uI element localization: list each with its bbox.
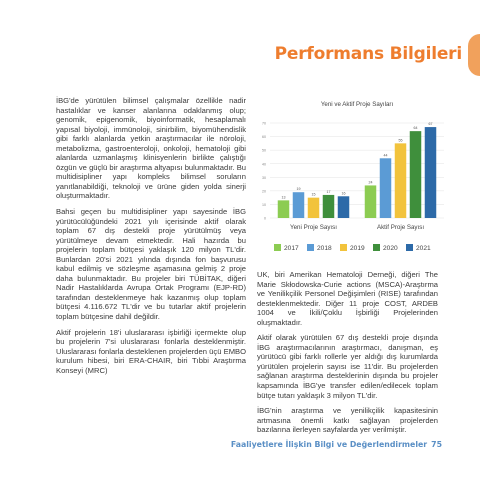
bar-2018 <box>380 158 392 218</box>
y-tick-label: 50 <box>262 148 266 153</box>
chart-svg <box>252 96 448 266</box>
left-paragraph-3: Aktif projelerin 18'i uluslararası işbirliği içermekte olup bu projelerin 7'si uluslararası fonlarla desteklenmiştir. Uluslararası fonlarla desteklenen projelerden üçü EMBO kurulum hibesi, biri ERA-CHAIR, biri Tıbbi Araştırma Konseyi (MRC) <box>56 327 246 375</box>
bar-2019 <box>395 143 407 218</box>
data-label: 64 <box>413 126 418 131</box>
bar-2017 <box>365 185 377 218</box>
legend-swatch <box>340 244 347 251</box>
left-paragraph-1: İBG'de yürütülen bilimsel çalışmalar özellikle nadir hastalıklar ve kanser alanlarına odaklanmış olup; genomik, epigenomik, biyoinformatik, hesaplamalı yapısal biyoloji, immünoloji, sinirbilim, biyomühendislik gibi farklı alanlarda yetkin araştırmacılar ile nöroloji, metabolizma, gastroenteroloji, onkoloji, hematoloji gibi alanlarda uzmanlaşmış klinisyenlerin birlikte çalıştığı özgün ve güçlü bir araştırma altyapısı bulunmaktadır. Bu multidisipliner yapı kompleks bilimsel soruların yanıtlanabildiği, teknoloji ve ürüne giden yolda sinerji oluşturmaktadır. <box>56 96 246 201</box>
page-title: Performans Bilgileri <box>274 44 462 64</box>
legend-label: 2020 <box>383 245 398 252</box>
legend-swatch <box>373 244 380 251</box>
legend-swatch <box>406 244 413 251</box>
right-paragraph-1: UK, biri Amerikan Hematoloji Derneği, diğeri The Marie Skłodowska-Curie actions (MSCA)-Araştırma ve Yenilikçilik Personel Değişimleri (RISE) tarafından desteklenmektedir. Diğer 11 proje COST, ARDEB 1004 ve İkili/Çoklu İşbirliği Projelerinden oluşmaktadır. <box>257 270 438 327</box>
page-footer <box>0 440 442 449</box>
legend-swatch <box>274 244 281 251</box>
bar-2020 <box>410 131 422 218</box>
category-label: Yeni Proje Sayısı <box>290 224 337 231</box>
category-label: Aktif Proje Sayısı <box>376 224 425 231</box>
y-tick-label: 0 <box>264 216 266 221</box>
data-label: 19 <box>296 187 301 192</box>
data-label: 44 <box>383 153 388 158</box>
side-tab-marker <box>468 34 480 76</box>
bar-2020 <box>323 195 335 218</box>
left-paragraph-2: Bahsi geçen bu multidisipliner yapı sayesinde İBG yürütücülüğündeki 2021 yılı içerisinde aktif olarak toplam 67 dış destekli proje yürütülmüş veya yürütülmeye devam etmektedir. Hali hazırda bu projelerin toplam bütçesi yaklaşık 120 milyon TL'dir. Bunlardan 20'si 2021 yılında dışında fon başvurusu kabul edilmiş ve sözleşme aşamasına gelmiş 2 proje daha bulunmaktadır. Bu projeler biri TÜBİTAK, diğeri Nadir Hastalıklarda Avrupa Ortak Programı (EJP-RD) tarafından desteklenmeye hak kazanmış olup toplam bütçesi 4.116.672 TL'dir ve bu tutarlar aktif projelerin toplam bütçesine dahil değildir. <box>56 207 246 322</box>
project-count-chart <box>252 96 448 266</box>
y-tick-label: 30 <box>262 175 266 180</box>
bar-2021 <box>338 196 350 218</box>
data-label: 24 <box>368 180 373 185</box>
data-label: 67 <box>428 122 433 127</box>
y-tick-label: 20 <box>262 189 266 194</box>
legend-swatch <box>307 244 314 251</box>
data-label: 17 <box>326 189 331 194</box>
legend-label: 2019 <box>350 245 365 252</box>
y-tick-label: 40 <box>262 162 266 167</box>
legend-label: 2018 <box>317 245 332 252</box>
right-text-column <box>257 270 438 441</box>
legend-label: 2021 <box>416 245 431 252</box>
left-text-column <box>56 96 246 381</box>
legend-label: 2017 <box>284 245 299 252</box>
right-paragraph-2: Aktif olarak yürütülen 67 dış destekli proje dışında İBG araştırmacılarının araştırmacı, danışman, eş yürütücü gibi farklı rollerle yer aldığı dış kurumlarda yürütülen projelerin sayısı ise 11'dir. Bu projelerden sağlanan araştırma desteklerinin dışında bu projeler kapsamında İBG'ye transfer edilen/edilecek toplam bütçe tutarı yaklaşık 3 milyon TL'dir. <box>257 333 438 400</box>
y-tick-label: 60 <box>262 135 266 140</box>
data-label: 13 <box>281 195 286 200</box>
bar-2019 <box>308 198 320 218</box>
data-label: 15 <box>311 192 316 197</box>
footer-text: Faaliyetlere İlişkin Bilgi ve Değerlendirmeler <box>230 440 428 449</box>
y-tick-label: 10 <box>262 203 266 208</box>
y-tick-label: 70 <box>262 121 266 126</box>
data-label: 16 <box>341 191 346 196</box>
bar-2018 <box>293 192 305 218</box>
data-label: 55 <box>398 138 403 143</box>
right-paragraph-3: İBG'nin araştırma ve yenilikçilik kapasitesinin artmasına önemli katkı sağlayan projelerden bazılarına ilerleyen sayfalarda yer verilmiştir. <box>257 406 438 435</box>
chart-title: Yeni ve Aktif Proje Sayıları <box>320 101 394 108</box>
bar-2021 <box>425 127 437 218</box>
bar-2017 <box>278 200 290 218</box>
page-number: 75 <box>431 440 442 449</box>
